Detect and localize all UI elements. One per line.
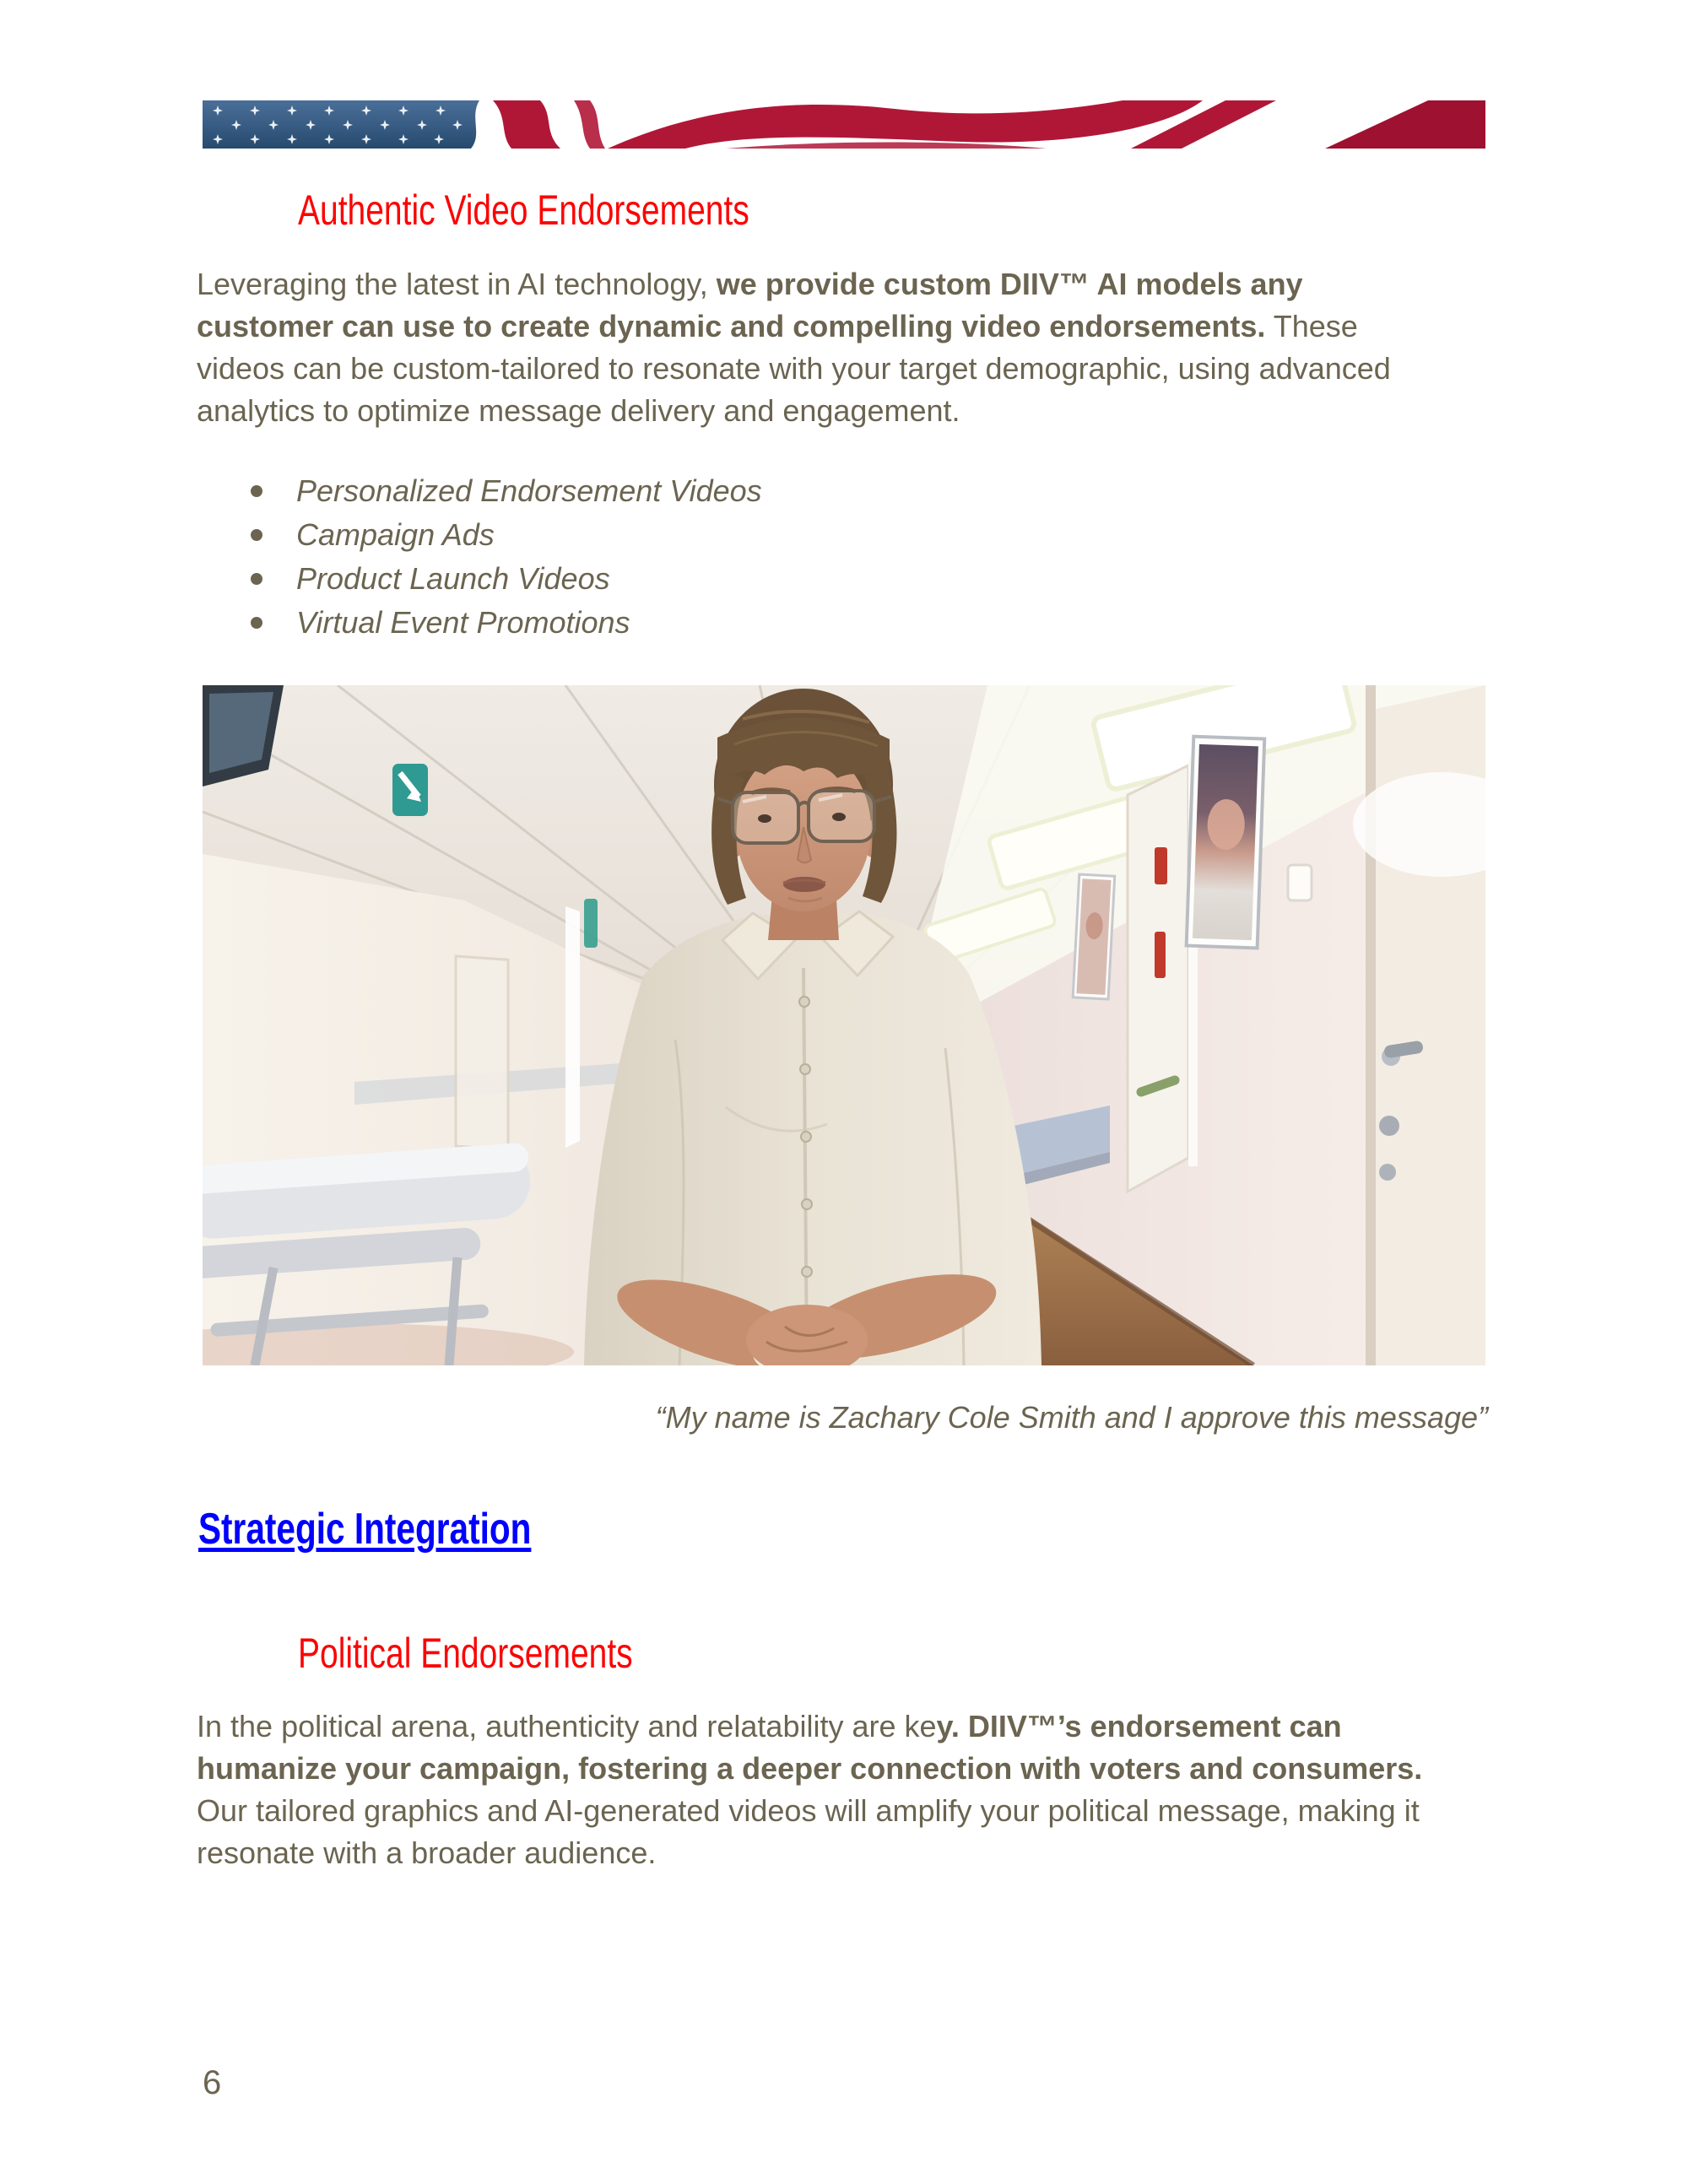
list-item bbox=[197, 513, 762, 557]
bullet-icon bbox=[251, 529, 262, 541]
paragraph-bold-text: we provide custom DIIV™ AI models any customer can use to create dynamic and compelling video endorsements. bbox=[197, 267, 1303, 343]
list-item-label: Personalized Endorsement Videos bbox=[296, 473, 762, 508]
bullet-icon bbox=[251, 617, 262, 629]
bullet-icon bbox=[251, 573, 262, 585]
endorsement-video-still-image bbox=[203, 685, 1485, 1365]
hospital-corridor-scene bbox=[203, 685, 1485, 1365]
paragraph-ai-technology bbox=[197, 263, 1429, 432]
list-item-label: Campaign Ads bbox=[296, 517, 495, 552]
paragraph-political-arena bbox=[197, 1706, 1429, 1874]
list-item bbox=[197, 557, 762, 601]
page-number: 6 bbox=[203, 2064, 222, 2101]
list-item bbox=[197, 469, 762, 513]
list-item-label: Virtual Event Promotions bbox=[296, 605, 630, 640]
corridor-door bbox=[1128, 757, 1198, 1192]
framed-picture bbox=[1073, 874, 1115, 999]
paragraph-text: Leveraging the latest in AI technology, bbox=[197, 267, 717, 301]
distant-exit-sign-icon bbox=[584, 899, 598, 948]
video-still-caption: “My name is Zachary Cole Smith and I approve this message” bbox=[655, 1400, 1488, 1435]
list-item-label: Product Launch Videos bbox=[296, 561, 610, 596]
paragraph-text: These videos can be custom-tailored to resonate with your target demographic, using advanced analytics to optimize message delivery and engagement. bbox=[197, 309, 1391, 428]
foreground-door bbox=[1353, 685, 1485, 1365]
door-sign bbox=[1155, 847, 1167, 884]
paragraph-text: Our tailored graphics and AI-generated videos will amplify your political message, making it resonate with a broader audience. bbox=[197, 1793, 1420, 1870]
list-item bbox=[197, 601, 762, 645]
flag-graphic bbox=[203, 100, 1485, 149]
exit-sign-icon bbox=[392, 764, 428, 816]
bullet-icon bbox=[251, 485, 262, 497]
american-flag-banner-image bbox=[203, 100, 1485, 149]
light-switch bbox=[1288, 865, 1312, 900]
framed-picture bbox=[1187, 737, 1265, 949]
paragraph-text: In the political arena, authenticity and relatability are ke bbox=[197, 1709, 937, 1743]
section-heading-authentic-video-endorsements: Authentic Video Endorsements bbox=[298, 187, 749, 234]
section-heading-strategic-integration: Strategic Integration bbox=[198, 1505, 532, 1554]
paragraph-bold-text: y. DIIV™’s endorsement can humanize your campaign, fostering a deeper connection with voters and consumers. bbox=[197, 1709, 1423, 1786]
section-heading-political-endorsements: Political Endorsements bbox=[298, 1630, 633, 1677]
head bbox=[711, 689, 896, 911]
bullet-list bbox=[197, 469, 762, 645]
door-sign bbox=[1155, 932, 1166, 978]
